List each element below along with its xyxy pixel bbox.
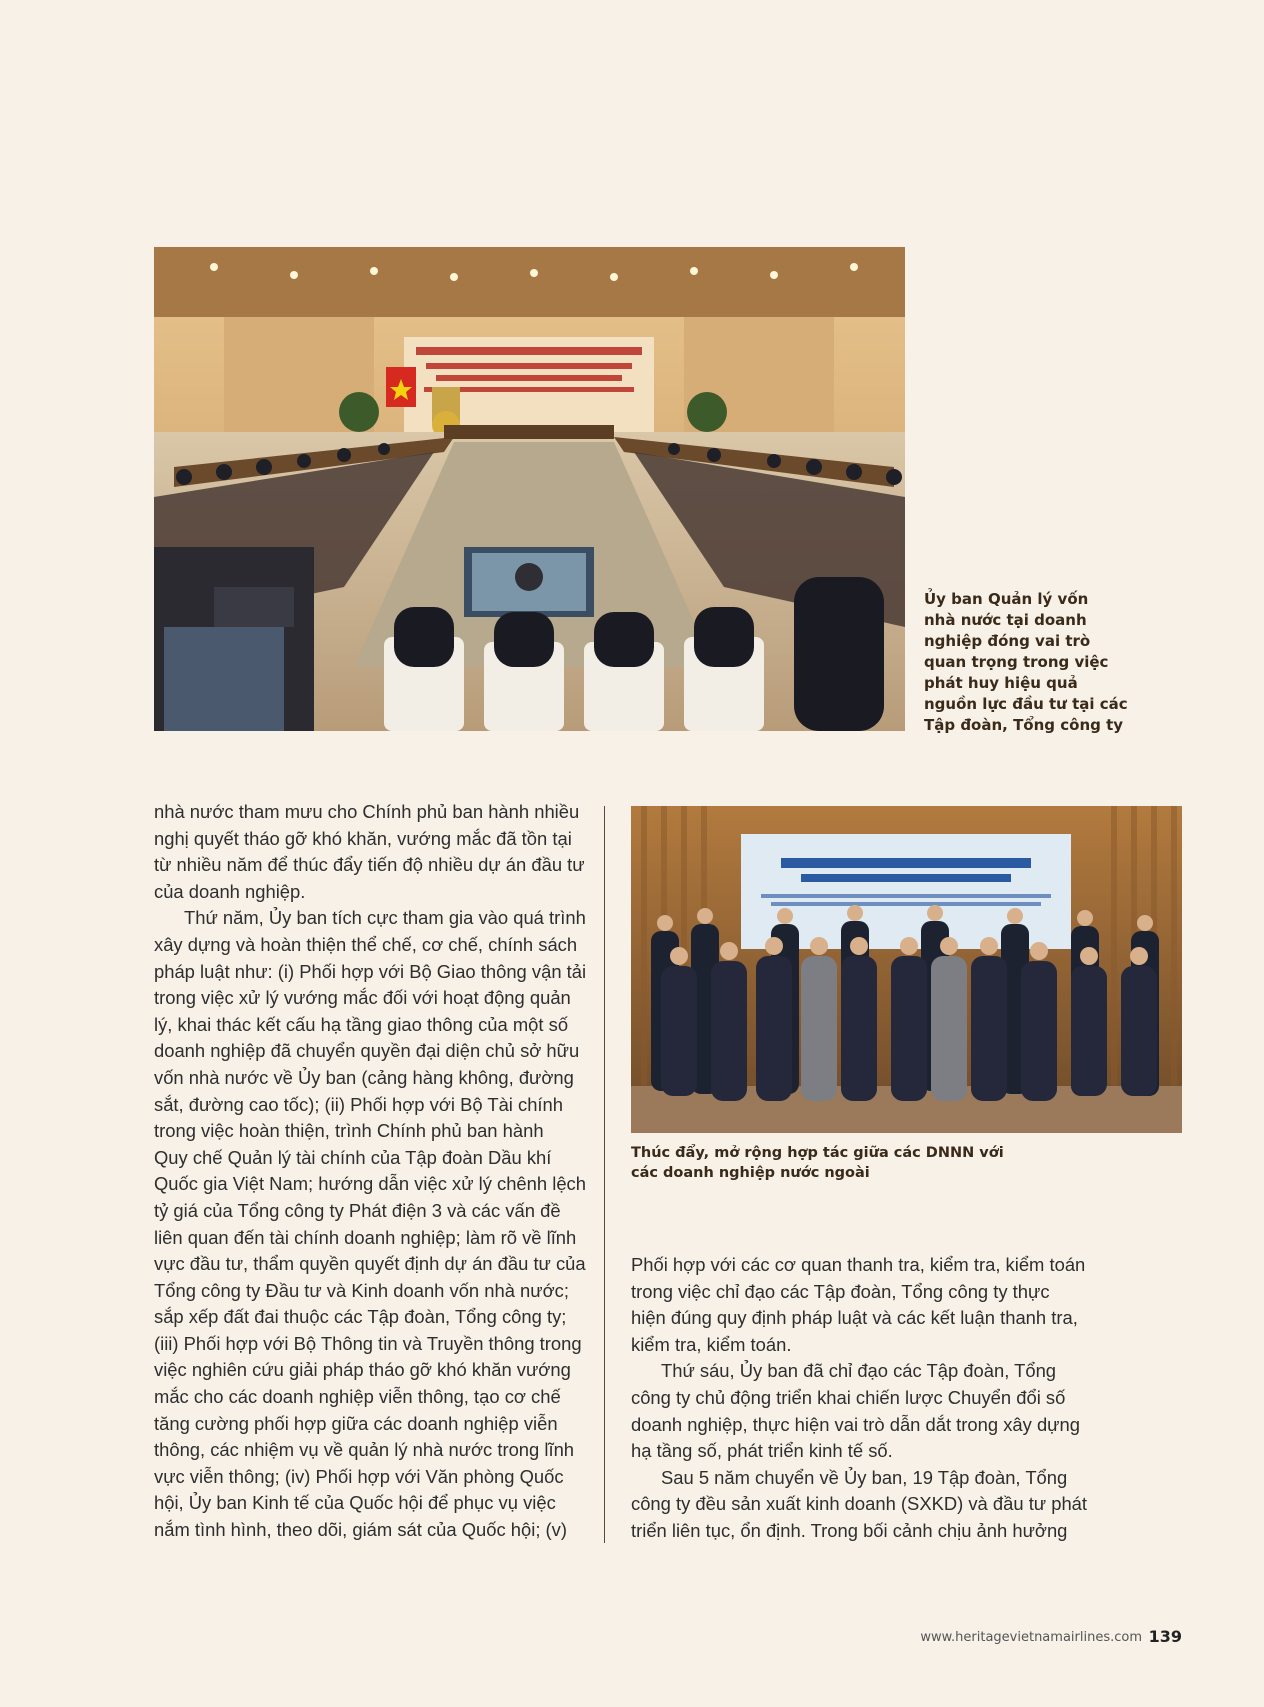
text-line: trong việc hoàn thiện, trình Chính phủ ban hành — [154, 1120, 544, 1142]
website-url[interactable]: www.heritagevietnamairlines.com — [920, 1630, 1142, 1645]
text-line: triển liên tục, ổn định. Trong bối cảnh chịu ảnh hưởng — [631, 1519, 1068, 1541]
caption-line: quan trọng trong việc — [924, 653, 1109, 671]
text-line: doanh nghiệp đã chuyển quyền đại diện chủ sở hữu — [154, 1040, 580, 1062]
text-line: trong việc xử lý vướng mắc đối với hoạt động quản — [154, 987, 571, 1009]
text-line: sắp xếp đất đai thuộc các Tập đoàn, Tổng công ty; — [154, 1306, 567, 1328]
text-line: công ty chủ động triển khai chiến lược Chuyển đổi số — [631, 1386, 1066, 1408]
text-line: tỷ giá của Tổng công ty Phát điện 3 và các vấn đề — [154, 1199, 561, 1221]
text-line: mắc cho các doanh nghiệp viễn thông, tạo cơ chế — [154, 1386, 561, 1408]
text-line: công ty đều sản xuất kinh doanh (SXKD) và đầu tư phát — [631, 1493, 1088, 1515]
page-footer — [920, 1627, 1182, 1647]
column-divider — [604, 806, 605, 1543]
text-line: nhà nước tham mưu cho Chính phủ ban hành nhiều — [154, 801, 580, 822]
caption-line: nhà nước tại doanh — [924, 611, 1087, 629]
text-line: hạ tầng số, phát triển kinh tế số. — [631, 1440, 893, 1462]
caption-line: nguồn lực đầu tư tại các — [924, 695, 1128, 713]
delegation-group-photo — [631, 806, 1182, 1133]
text-line: Tổng công ty Đầu tư và Kinh doanh vốn nhà nước; — [154, 1279, 569, 1301]
text-line: xây dựng và hoàn thiện thể chế, cơ chế, chính sách — [154, 933, 578, 955]
text-line: vực viễn thông; (iv) Phối hợp với Văn phòng Quốc — [154, 1465, 564, 1487]
text-line: doanh nghiệp, thực hiện vai trò dẫn dắt trong xây dựng — [631, 1413, 1080, 1435]
delegation-photo-caption — [631, 1143, 1004, 1183]
text-line: (iii) Phối hợp với Bộ Thông tin và Truyền thông trong — [154, 1332, 582, 1354]
text-line: pháp luật như: (i) Phối hợp với Bộ Giao thông vận tải — [154, 960, 587, 982]
text-line: liên quan đến tài chính doanh nghiệp; làm rõ về lĩnh — [154, 1226, 577, 1248]
right-text-column — [631, 1252, 1088, 1545]
text-line: Quốc gia Việt Nam; hướng dẫn việc xử lý chênh lệch — [154, 1173, 586, 1195]
text-line: Quy chế Quản lý tài chính của Tập đoàn Dầu khí — [154, 1146, 552, 1168]
text-line: hội, Ủy ban Kinh tế của Quốc hội để phục vụ việc — [154, 1492, 556, 1514]
text-line: vực đầu tư, thẩm quyền quyết định dự án đầu tư của — [154, 1253, 586, 1275]
text-line: vốn nhà nước về Ủy ban (cảng hàng không, đường — [154, 1066, 574, 1088]
meeting-hall-photo — [154, 247, 905, 731]
caption-line: phát huy hiệu quả — [924, 674, 1078, 692]
text-line: từ nhiều năm để thúc đẩy tiến độ nhiều dự án đầu tư — [154, 854, 585, 876]
text-line: hiện đúng quy định pháp luật và các kết luận thanh tra, — [631, 1307, 1078, 1329]
text-line: của doanh nghiệp. — [154, 880, 306, 902]
caption-line: nghiệp đóng vai trò — [924, 632, 1091, 650]
text-line: Sau 5 năm chuyển về Ủy ban, 19 Tập đoàn, Tổng — [661, 1466, 1068, 1488]
text-line: nghị quyết tháo gỡ khó khăn, vướng mắc đã tồn tại — [154, 827, 572, 849]
caption-line: Thúc đẩy, mở rộng hợp tác giữa các DNNN với — [631, 1145, 1004, 1161]
text-line: thông, các nhiệm vụ về quản lý nhà nước trong lĩnh — [154, 1439, 575, 1461]
text-line: trong việc chỉ đạo các Tập đoàn, Tổng công ty thực — [631, 1280, 1050, 1302]
text-line: Phối hợp với các cơ quan thanh tra, kiểm tra, kiểm toán — [631, 1254, 1086, 1275]
text-line: nắm tình hình, theo dõi, giám sát của Quốc hội; (v) — [154, 1519, 567, 1541]
caption-line: các doanh nghiệp nước ngoài — [631, 1165, 870, 1181]
text-line: sắt, đường cao tốc); (ii) Phối hợp với Bộ Tài chính — [154, 1093, 563, 1115]
text-line: tăng cường phối hợp giữa các doanh nghiệp viễn — [154, 1412, 558, 1434]
text-line: Thứ năm, Ủy ban tích cực tham gia vào quá trình — [184, 907, 586, 929]
text-line: lý, khai thác kết cấu hạ tầng giao thông của một số — [154, 1013, 569, 1035]
page-number: 139 — [1148, 1627, 1182, 1646]
caption-line: Tập đoàn, Tổng công ty — [924, 716, 1124, 734]
meeting-photo-caption — [924, 589, 1128, 736]
text-line: kiểm tra, kiểm toán. — [631, 1333, 792, 1355]
caption-line: Ủy ban Quản lý vốn — [924, 590, 1089, 608]
text-line: Thứ sáu, Ủy ban đã chỉ đạo các Tập đoàn, Tổng — [661, 1360, 1057, 1382]
left-text-column — [154, 799, 587, 1544]
text-line: việc nghiên cứu giải pháp tháo gỡ khó khăn vướng — [154, 1359, 571, 1381]
